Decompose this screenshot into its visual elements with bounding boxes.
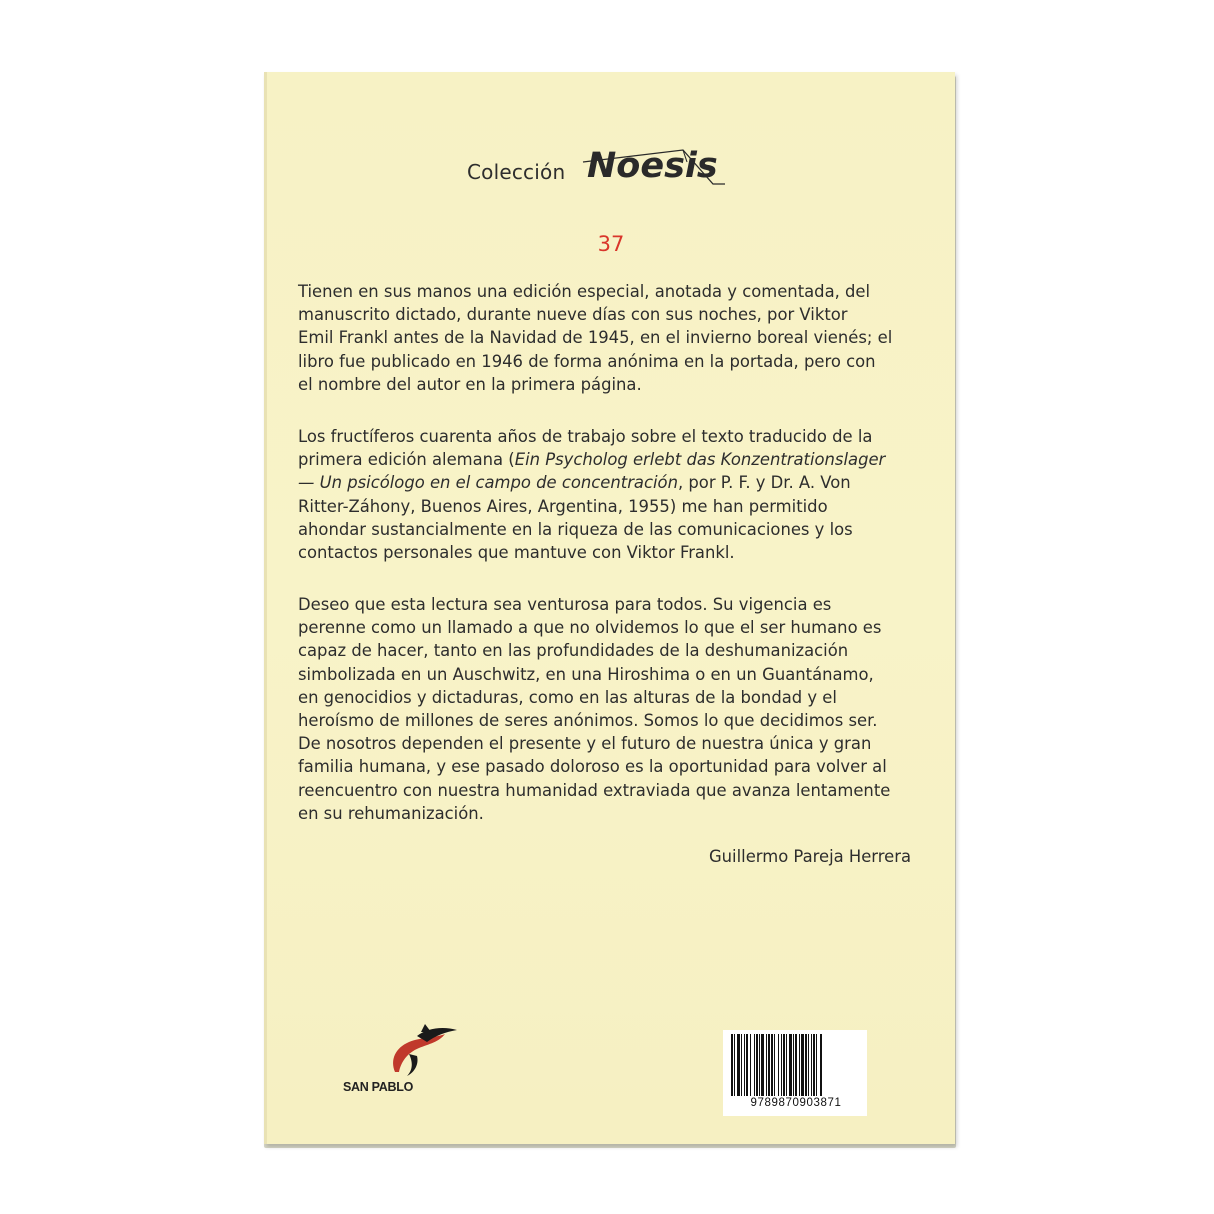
text-line: el nombre del autor en la primera página. <box>298 374 642 394</box>
text-line: heroísmo de millones de seres anónimos. Somos lo que decidimos ser. <box>298 711 878 731</box>
text-line-mixed <box>298 448 912 471</box>
publisher-emblem-icon <box>335 1022 475 1082</box>
volume-number: 37 <box>597 232 625 256</box>
text-line: reencuentro con nuestra humanidad extraviada que avanza lentamente <box>298 780 891 800</box>
text-line: Tienen en sus manos una edición especial, anotada y comentada, del <box>298 282 871 301</box>
series-prefix: Colección <box>467 160 566 184</box>
text-line: contactos personales que mantuve con Viktor Frankl. <box>298 543 735 563</box>
publisher-logo <box>335 1022 475 1102</box>
text-line: ahondar sustancialmente en la riqueza de las comunicaciones y los <box>298 519 853 539</box>
author-signature: Guillermo Pareja Herrera <box>708 847 911 866</box>
spanish-title: — Un psicólogo en el campo de concentración <box>298 473 678 493</box>
text-line: libro fue publicado en 1946 de forma anónima en la portada, pero con <box>298 351 876 371</box>
text-line: en genocidios y dictaduras, como en las alturas de la bondad y el <box>298 687 837 707</box>
barcode-icon <box>731 1034 861 1098</box>
paragraph-2 <box>298 425 912 564</box>
text-line: Ritter-Záhony, Buenos Aires, Argentina, 1955) me han permitido <box>298 496 828 516</box>
text-line: capaz de hacer, tanto en las profundidades de la deshumanización <box>298 641 849 661</box>
text-line: Deseo que esta lectura sea venturosa para todos. Su vigencia es <box>298 595 832 614</box>
original-title: Ein Psycholog erlebt das Konzentrationslager <box>514 450 886 470</box>
paragraph-3 <box>298 593 912 825</box>
text-line: De nosotros dependen el presente y el futuro de nuestra única y gran <box>298 734 872 754</box>
isbn-barcode <box>723 1030 867 1116</box>
series-name: Noesis <box>587 146 718 186</box>
publisher-name: SAN PABLO <box>343 1080 413 1094</box>
text-segment: , por P. F. y Dr. A. Von <box>677 473 851 493</box>
text-line-mixed <box>298 471 912 494</box>
series-logo <box>467 144 727 192</box>
text-line: manuscrito dictado, durante nueve días con sus noches, por Viktor <box>298 305 848 325</box>
text-segment: primera edición alemana ( <box>298 450 515 470</box>
text-line: Emil Frankl antes de la Navidad de 1945, en el invierno boreal vienés; el <box>298 328 893 348</box>
text-line: familia humana, y ese pasado doloroso es la oportunidad para volver al <box>298 757 887 777</box>
text-line: Los fructíferos cuarenta años de trabajo sobre el texto traducido de la <box>298 427 873 446</box>
text-line: simbolizada en un Auschwitz, en una Hiroshima o en un Guantánamo, <box>298 664 874 684</box>
text-line: en su rehumanización. <box>298 803 484 823</box>
isbn-digits: 9789870903871 <box>750 1097 842 1109</box>
text-line: perenne como un llamado a que no olvidemos lo que el ser humano es <box>298 618 882 638</box>
paragraph-1 <box>298 280 912 396</box>
book-back-cover <box>264 72 955 1144</box>
